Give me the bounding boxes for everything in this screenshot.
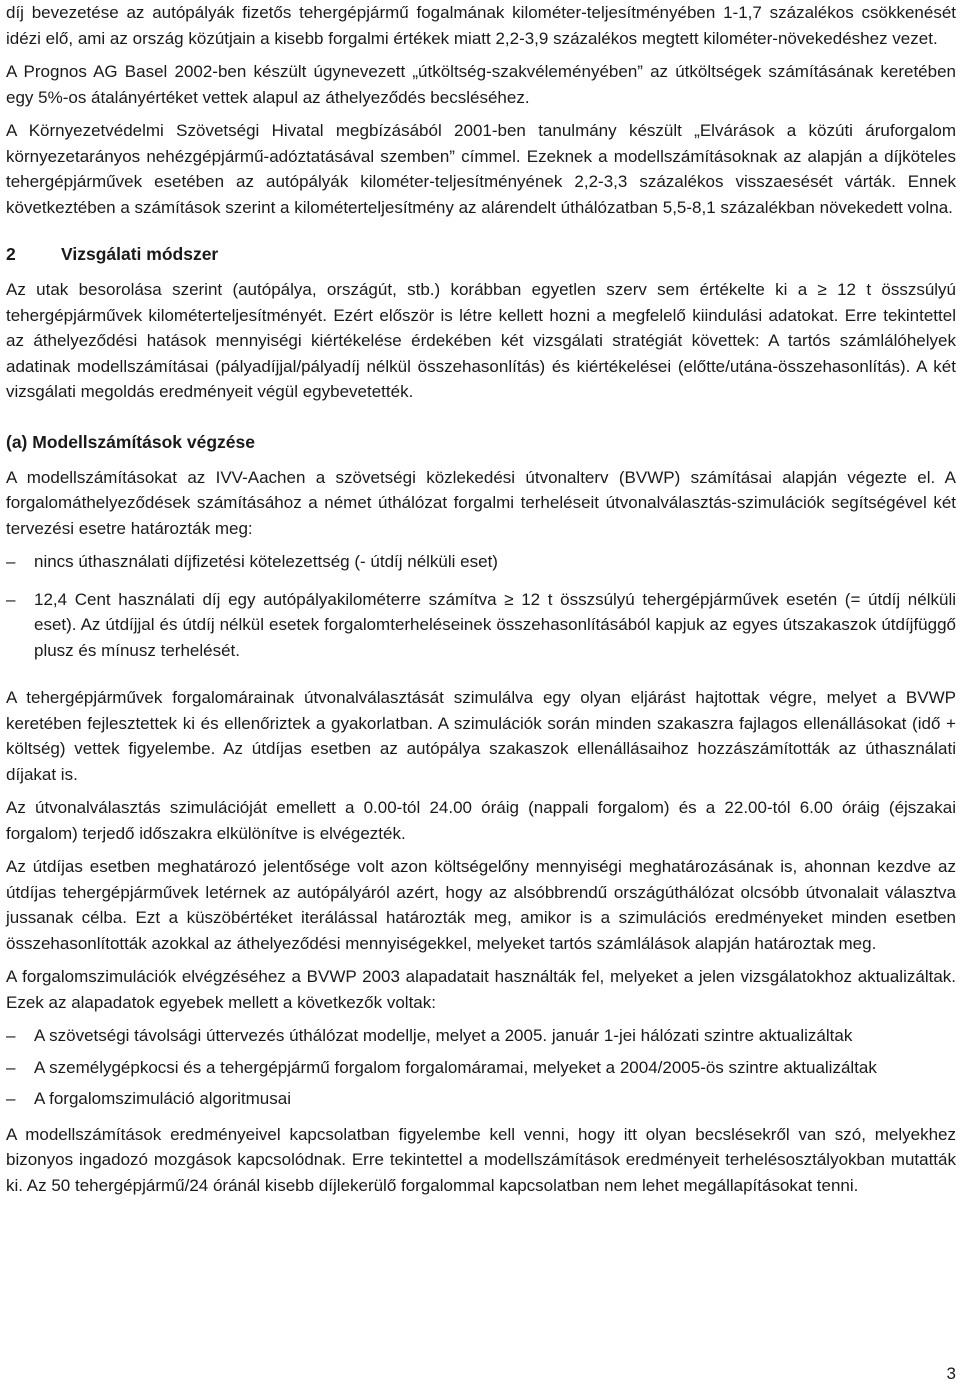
paragraph-simulation-3: Az útdíjas esetben meghatározó jelentősége volt azon költségelőny mennyiségi meghatározásának is, ahonnan kezdve az útdíjas tehergépjárművek letérnek az autópályáról azért, hogy az alsóbbrendű országúthálózat olcsóbb útvonalait választva jussanak célba. Ezt a küszöbértéket iterálással határozták meg, amikor is a szimulációs eredményeket minden esetben összehasonlították azokkal az áthelyeződési mennyiségekkel, melyeket tartós számlálások alapján határoztak meg. — [6, 857, 956, 953]
dash-bullet: – — [6, 1057, 16, 1077]
list-item — [6, 1086, 956, 1112]
paragraph-simulation-4: A forgalomszimulációk elvégzéséhez a BVWP 2003 alapadatait használták fel, melyeket a jelen vizsgálatokhoz aktualizáltak. Ezek az alapadatok egyebek mellett a következők voltak: — [6, 967, 956, 1012]
page-number: 3 — [946, 1364, 956, 1383]
dash-bullet: – — [6, 552, 16, 571]
document-page — [6, 0, 956, 1198]
paragraph-prognos: A Prognos AG Basel 2002-ben készült úgynevezett „útköltség-szakvéleményében” az útköltségek számításának keretében egy 5%-os átalányértéket vettek alapul az áthelyeződés becsléséhez. — [6, 62, 956, 107]
subsection-heading-a: (a) Modellszámítások végzése — [6, 431, 255, 452]
section-title: Vizsgálati módszer — [61, 244, 219, 264]
section-number: 2 — [6, 244, 16, 264]
paragraph-intro-continuation: díj bevezetése az autópályák fizetős tehergépjármű fogalmának kilométer-teljesítményében 1-1,7 százalékos csökkenését idézi elő, ami az ország közútjain a kisebb forgalmi értékek miatt 2,2-3,9 százalékos megtett kilométer-növekedéshez vezet. — [6, 3, 956, 48]
case-list — [6, 549, 956, 663]
list-item-text: A forgalomszimuláció algoritmusai — [34, 1089, 291, 1108]
list-item — [6, 1055, 956, 1081]
dash-bullet: – — [6, 1026, 16, 1045]
section-heading-2 — [6, 242, 956, 267]
dash-bullet: – — [6, 1089, 16, 1108]
paragraph-umweltbundesamt: A Környezetvédelmi Szövetségi Hivatal megbízásából 2001-ben tanulmány készült „Elvárások a közúti áruforgalom környezetarányos nehézgépjármű-adóztatásával szemben” címmel. Ezeknek a modellszámításoknak az alapján a díjköteles tehergépjárművek esetében az autópályák kilométer-teljesítményének 2,2-3,3 százalékos visszaesését várták. Ennek következtében a számítások szerint a kilométerteljesítmény az alárendelt úthálózatban 5,5-8,1 százalékban növekedett volna. — [6, 121, 956, 217]
paragraph-final: A modellszámítások eredményeivel kapcsolatban figyelembe kell venni, hogy itt olyan becslésekről van szó, melyekhez bizonyos ingadozó mozgások kapcsolódnak. Erre tekintettel a modellszámítások eredményeit terhelésosztályokban mutatták ki. Az 50 tehergépjármű/24 óránál kisebb díjlekerülő forgalommal kapcsolatban nem lehet megállapításokat tenni. — [6, 1124, 956, 1195]
base-data-list — [6, 1023, 956, 1112]
paragraph-method: Az utak besorolása szerint (autópálya, országút, stb.) korábban egyetlen szerv sem értékelte ki a ≥ 12 t összsúlyú tehergépjárművek kilométerteljesítményét. Ezért először is létre kellett hozni a megfelelő kiindulási adatokat. Erre tekintettel az áthelyeződési hatások mennyiségi kiértékelése érdekében két vizsgálati stratégiát követtek: A tartós számlálóhelyek adatinak modellszámításai (pályadíjjal/pályadíj nélkül összehasonlítás) és kiértékelései (előtte/utána-összehasonlítás). A két vizsgálati megoldás eredményeit végül egybevetették. — [6, 280, 956, 401]
list-item-text: A személygépkocsi és a tehergépjármű forgalom forgalomáramai, melyeket a 2004/2005-ös szintre aktualizáltak — [34, 1057, 877, 1077]
paragraph-simulation-1: A tehergépjárművek forgalomárainak útvonalválasztását szimulálva egy olyan eljárást hajtottak végre, melyet a BVWP keretében fejlesztettek ki és ellenőriztek a gyakorlatban. A szimulációk során minden szakaszra fajlagos ellenállásokat (idő + költség) vettek figyelembe. Az útdíjas esetben az autópálya szakaszok ellenállásaihoz hozzászámították az úthasználati díjakat is. — [6, 688, 956, 784]
list-item-text: nincs úthasználati díjfizetési kötelezettség (- útdíj nélküli eset) — [34, 552, 498, 571]
paragraph-simulation-2: Az útvonalválasztás szimulációját emellett a 0.00-tól 24.00 óráig (nappali forgalom) és a 22.00-tól 6.00 óráig (éjszakai forgalom) terjedő időszakra elkülönítve is elvégezték. — [6, 798, 956, 843]
list-item — [6, 587, 956, 664]
list-item — [6, 549, 956, 575]
list-item-text: A szövetségi távolsági úttervezés úthálózat modellje, melyet a 2005. január 1-jei hálózati szintre aktualizáltak — [34, 1026, 853, 1045]
dash-bullet: – — [6, 589, 16, 609]
paragraph-model-intro: A modellszámításokat az IVV-Aachen a szövetségi közlekedési útvonalterv (BVWP) számításai alapján végezte el. A forgalomáthelyeződések számításához a német úthálózat forgalmi terheléseit útvonalválasztás-szimulációk segítségével két tervezési esetre határozták meg: — [6, 467, 956, 538]
list-item — [6, 1023, 956, 1049]
list-item-text: 12,4 Cent használati díj egy autópályakilométerre számítva ≥ 12 t összsúlyú tehergépjárművek esetén (= útdíj nélküli eset). Az útdíjjal és útdíj nélkül esetek forgalomterheléseinek összehasonlításából kapjuk az egyes útszakaszok útdíjfüggő plusz és mínusz terhelését. — [34, 589, 956, 660]
